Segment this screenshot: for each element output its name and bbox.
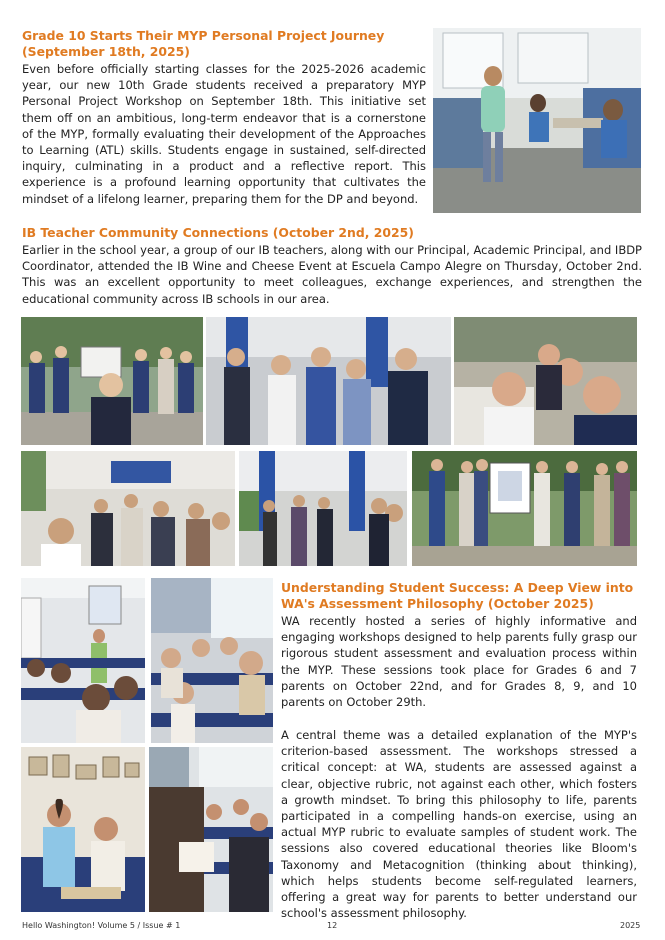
event-photo-crowd-1 <box>21 451 235 566</box>
workshop-photo-1 <box>21 578 145 743</box>
workshop-photo-3 <box>21 747 145 912</box>
event-photo-group-1 <box>21 317 203 445</box>
event-photo-crowd-2 <box>239 451 407 566</box>
classroom-photo <box>433 28 641 213</box>
section2-title: IB Teacher Community Connections (October 2nd, 2025) <box>22 225 414 240</box>
workshop-photo-2 <box>151 578 273 743</box>
footer-page-number: 12 <box>327 921 338 930</box>
footer-year: 2025 <box>620 921 641 930</box>
section3-body-1: WA recently hosted a series of highly informative and engaging workshops designed to help parents fully grasp our rigorous student assessment and evaluation process within the MYP. These sessions took place for Grades 6 and 7 parents on October 22nd, and for Grades 8, 9, and 10 parents on October 29th. <box>281 614 637 710</box>
section1-title: Grade 10 Starts Their MYP Personal Project Journey (September 18th, 2025) <box>22 28 385 59</box>
event-photo-group-2 <box>206 317 451 445</box>
section3-body-2: A central theme was a detailed explanation of the MYP's criterion-based assessment. The workshops stressed a critical concept: at WA, students are assessed against a clear, objective rubric, not against each other, which fosters a growth mindset. To bring this philosophy to life, parents participated in a compelling hands-on exercise, using an actual MYP rubric to evaluate samples of student work. The sessions also covered educational theories like Bloom's Taxonomy and Metacognition (thinking about thinking), which helps students become self-regulated learners, offering a great way for parents to better understand our school's assessment philosophy. <box>281 728 637 921</box>
footer-issue: Hello Washington! Volume 5 / Issue # 1 <box>22 921 181 930</box>
event-photo-selfie <box>454 317 637 445</box>
workshop-photo-4 <box>149 747 273 912</box>
event-photo-group-3 <box>412 451 637 566</box>
section2-body: Earlier in the school year, a group of our IB teachers, along with our Principal, Academic Principal, and IBDP Coordinator, attended the IB Wine and Cheese Event at Escuela Campo Alegre on Thursday, October 2nd. This was an excellent opportunity to meet colleagues, exchange experiences, and strengthen the educational community across IB schools in our area. <box>22 243 642 306</box>
section3-title: Understanding Student Success: A Deep View into WA's Assessment Philosophy (October 2025) <box>281 580 634 611</box>
section1-body: Even before officially starting classes for the 2025-2026 academic year, our new 10th Grade students received a preparatory MYP Personal Project Workshop on September 18th. This initiative set them off on an ambitious, long-term endeavor that is a cornerstone of the MYP, formally evaluating their development of the Approaches to Learning (ATL) skills. Students engage in sustained, self-directed inquiry, culminating in a product and a reflective report. This experience is a profound learning opportunity that cultivates the mindset of a lifelong learner, preparing them for the DP and beyond. <box>22 62 426 206</box>
